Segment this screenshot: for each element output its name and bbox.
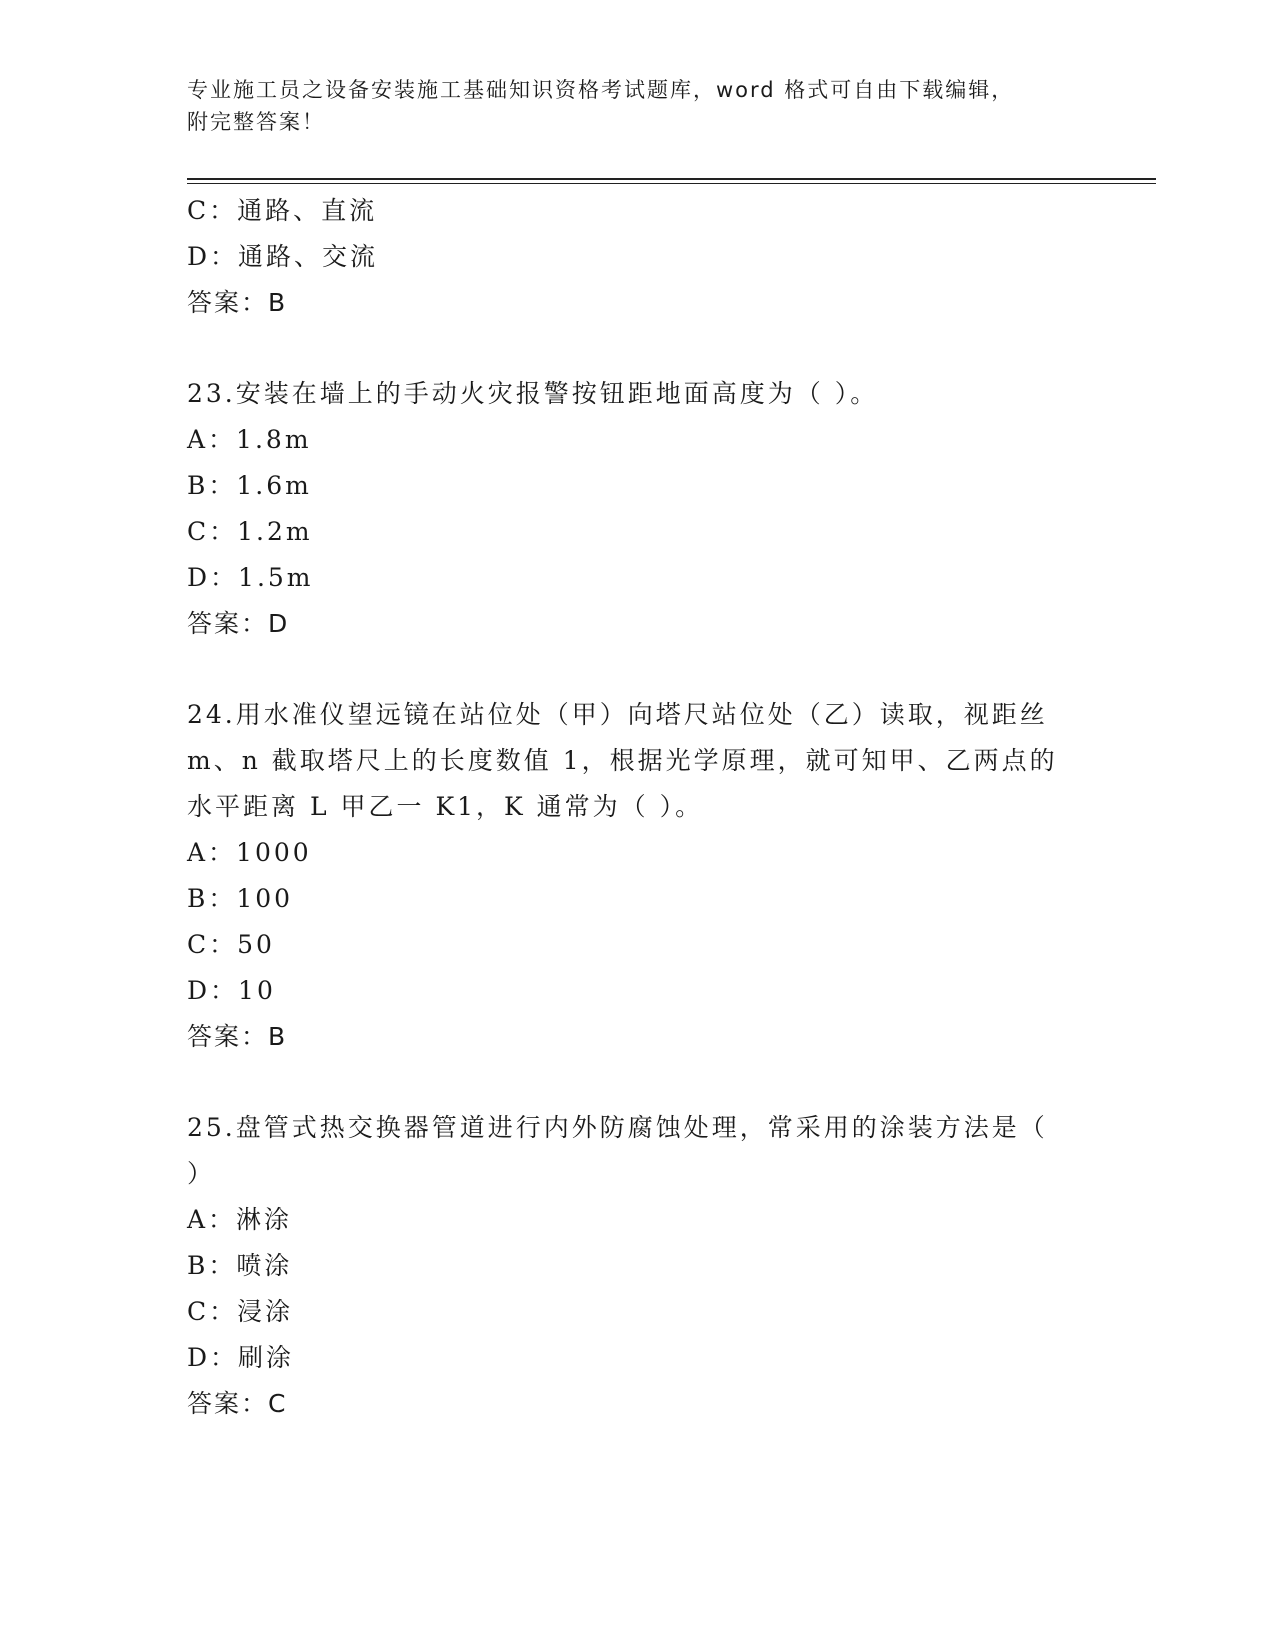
option-c: C：1.2m: [187, 517, 313, 546]
option-c: C：50: [187, 930, 275, 959]
question-23: [187, 371, 1087, 647]
option-a: A：1000: [187, 838, 312, 867]
question-text-line-1: 24.用水准仪望远镜在站位处（甲）向塔尺站位处（乙）读取，视距丝: [187, 700, 1048, 729]
option-b: B：1.6m: [187, 471, 312, 500]
option-d: D：通路、交流: [187, 242, 379, 271]
option-c: C：浸涂: [187, 1297, 294, 1326]
question-list: [187, 188, 1087, 1427]
header-line-1: 专业施工员之设备安装施工基础知识资格考试题库，word 格式可自由下载编辑，: [187, 78, 1015, 102]
option-d: D：1.5m: [187, 563, 314, 592]
option-b: B：喷涂: [187, 1251, 293, 1280]
option-d: D：10: [187, 976, 276, 1005]
question-text-line-2: ）: [187, 1159, 216, 1188]
document-header: [187, 74, 1067, 138]
header-line-2: 附完整答案！: [187, 110, 325, 134]
header-divider-thin: [187, 183, 1156, 184]
option-b: B：100: [187, 884, 294, 913]
answer: 答案：B: [187, 1022, 288, 1051]
question-25: [187, 1105, 1087, 1427]
answer: 答案：B: [187, 288, 288, 317]
question-text: 23.安装在墙上的手动火灾报警按钮距地面高度为（ ）。: [187, 379, 879, 408]
option-d: D：刷涂: [187, 1343, 295, 1372]
question-22-tail: [187, 188, 1087, 326]
option-a: A：淋涂: [187, 1205, 293, 1234]
answer: 答案：D: [187, 609, 290, 638]
question-text-line-2: m、n 截取塔尺上的长度数值 1，根据光学原理，就可知甲、乙两点的: [187, 746, 1058, 775]
header-divider-thick: [187, 178, 1156, 180]
option-c: C：通路、直流: [187, 196, 378, 225]
option-a: A：1.8m: [187, 425, 312, 454]
answer: 答案：C: [187, 1389, 288, 1418]
question-text-line-1: 25.盘管式热交换器管道进行内外防腐蚀处理，常采用的涂装方法是（: [187, 1113, 1048, 1142]
question-text-line-3: 水平距离 L 甲乙一 K1，K 通常为（ ）。: [187, 792, 704, 821]
question-24: [187, 692, 1087, 1060]
